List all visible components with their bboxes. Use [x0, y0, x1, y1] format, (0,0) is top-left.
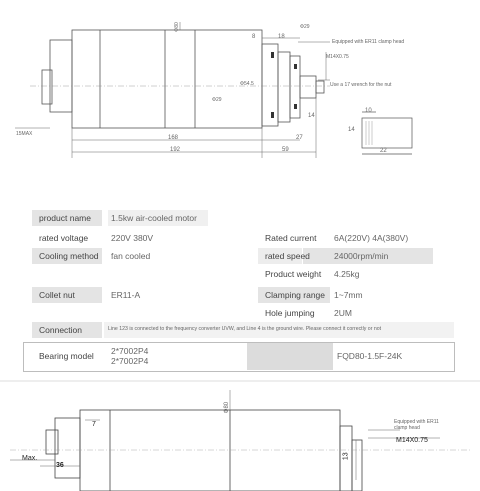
value-connection: Line 123 is connected to the frequency converter UVW, and Line 4 is the ground wire. Please connect it correctly or not [108, 326, 382, 332]
value-bearing-1: 2*7002P4 [111, 346, 149, 356]
label-collet-nut: Collet nut [39, 290, 75, 300]
dim-phi29-top: Φ29 [300, 24, 310, 30]
label-rated-current: Rated current [265, 233, 317, 243]
motor-body [72, 30, 262, 128]
value-rated-speed: 24000rpm/min [334, 251, 389, 261]
label-connection: Connection [39, 325, 83, 335]
bottom-note-er11-2: clamp head [394, 425, 420, 431]
note-wrench: Use a 17 wrench for the nut [330, 82, 392, 88]
value-rated-voltage: 220V 380V [111, 233, 154, 243]
dim-59: 59 [282, 147, 289, 153]
dim-m14: M14X0.75 [326, 54, 349, 60]
label-product-weight: Product weight [265, 269, 322, 279]
value-rated-current: 6A(220V) 4A(380V) [334, 233, 409, 243]
dim-14-side: 14 [308, 113, 315, 119]
bottom-connector [46, 430, 58, 454]
bottom-note-er11-1: Equipped with ER11 [394, 419, 439, 425]
label-hole-jumping: Hole jumping [265, 308, 315, 318]
label-cooling-method: Cooling method [39, 251, 99, 261]
label-product-name: product name [39, 213, 91, 223]
dim-8: 8 [252, 34, 256, 40]
spindle-tip [316, 81, 324, 93]
dim-27: 27 [296, 135, 303, 141]
motor-rear-cap [50, 40, 72, 112]
value-model-number: FQD80-1.5F-24K [337, 351, 403, 361]
value-product-weight: 4.25kg [334, 269, 360, 279]
value-hole-jumping: 2UM [334, 308, 352, 318]
bottom-dim-m14: M14X0.75 [396, 437, 428, 444]
dim-phi54: Φ54.5 [240, 81, 254, 87]
label-clamping-range: Clamping range [265, 290, 326, 300]
dim-15max: 15MAX [16, 131, 33, 137]
spindle-nut [300, 76, 316, 98]
value-clamping-range: 1~7mm [334, 290, 363, 300]
bottom-dim-13: 13 [342, 452, 350, 461]
bottom-dim-7: 7 [92, 421, 96, 428]
dim-168: 168 [168, 135, 179, 141]
bottom-technical-drawing [0, 380, 480, 491]
detail-dim-22: 22 [380, 148, 387, 154]
motor-rear-connector [42, 70, 52, 104]
value-cooling-method: fan cooled [111, 251, 151, 261]
detail-dim-14: 14 [348, 127, 355, 133]
value-bearing-2: 2*7002P4 [111, 356, 149, 366]
label-bearing-model: Bearing model [39, 351, 94, 361]
label-rated-speed: rated speed [265, 251, 310, 261]
dim-192: 192 [170, 147, 181, 153]
note-er11-clamp: Equipped with ER11 clamp head [332, 39, 405, 45]
bottom-motor-body [80, 410, 340, 491]
value-product-name: 1.5kw air-cooled motor [111, 213, 197, 223]
bottom-dim-max: Max. [22, 455, 38, 462]
bottom-dim-phi80: Φ80 [224, 401, 231, 414]
detail-nut-view [362, 118, 412, 148]
dim-phi29-mid: Φ29 [212, 97, 222, 103]
motor-front-flange [262, 44, 278, 126]
value-collet-nut: ER11-A [111, 290, 141, 300]
dim-phi80: Φ80 [173, 22, 180, 32]
bottom-dim-36: 36 [56, 462, 64, 469]
label-rated-voltage: rated voltage [39, 233, 89, 243]
dim-18: 18 [278, 34, 285, 40]
detail-dim-10: 10 [365, 108, 372, 114]
bearing-model-shaded [247, 343, 333, 370]
